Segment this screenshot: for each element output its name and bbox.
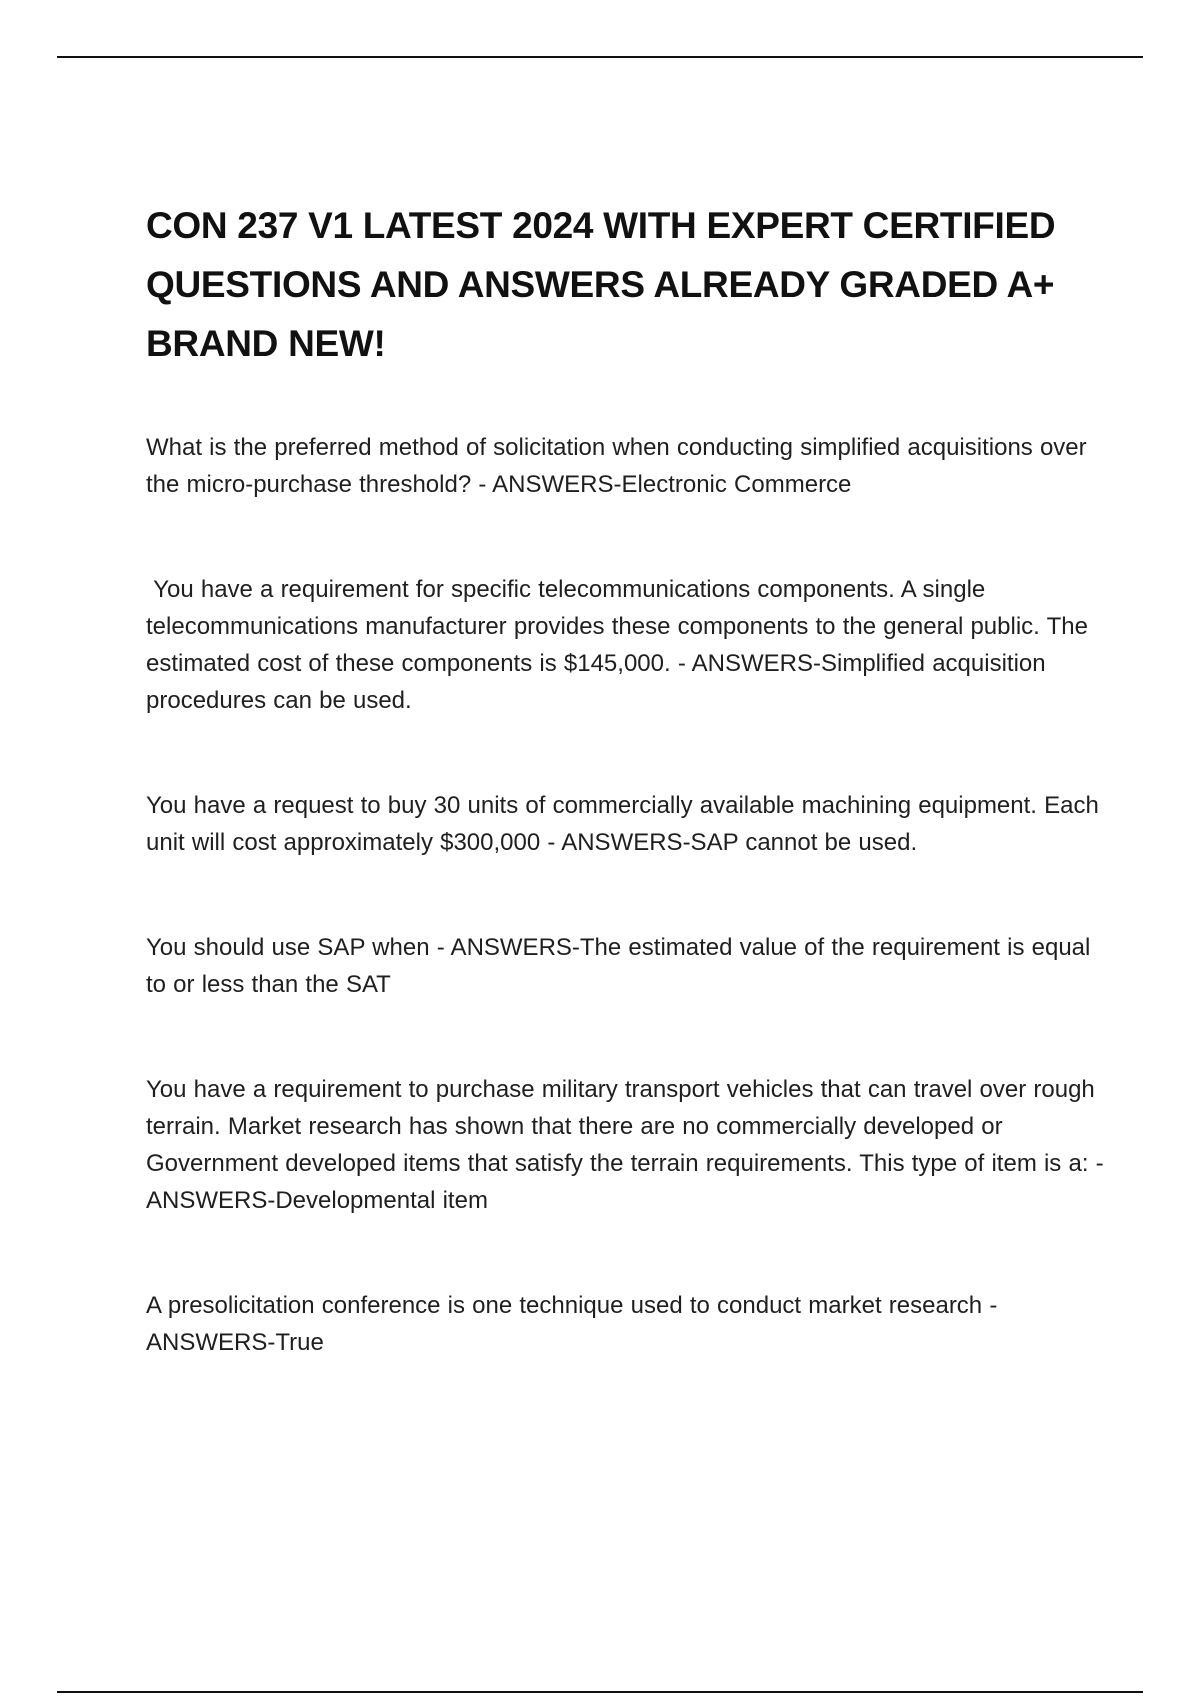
- qa-text: You have a requirement to purchase military transport vehicles that can travel over rough terrain. Market research has shown that there are no commercially developed or Government developed items that satisfy the terrain requirements. This type of item is a: - ANSWERS-Developmental item: [146, 1076, 1104, 1214]
- qa-text: You have a requirement for specific telecommunications components. A single telecommunications manufacturer provides these components to the general public. The estimated cost of these components is $145,000. - ANSWERS-Simplified acquisition procedures can be used.: [146, 576, 1096, 714]
- qa-text: A presolicitation conference is one technique used to conduct market research - ANSWERS-True: [146, 1292, 998, 1356]
- qa-item-2: [146, 571, 1106, 719]
- qa-item-4: [146, 929, 1106, 1003]
- qa-list: [146, 429, 1106, 1361]
- qa-item-6: [146, 1287, 1106, 1361]
- qa-text: What is the preferred method of solicitation when conducting simplified acquisitions over the micro-purchase threshold? - ANSWERS-Electronic Commerce: [146, 434, 1087, 498]
- qa-item-1: [146, 429, 1106, 503]
- qa-item-5: [146, 1071, 1106, 1219]
- document-body: [146, 196, 1106, 1429]
- qa-text: You should use SAP when - ANSWERS-The estimated value of the requirement is equal to or less than the SAT: [146, 934, 1091, 998]
- document-title: CON 237 V1 LATEST 2024 WITH EXPERT CERTIFIED QUESTIONS AND ANSWERS ALREADY GRADED A+ BRAND NEW!: [146, 205, 1056, 364]
- footer-rule: [57, 1691, 1143, 1693]
- qa-item-3: [146, 787, 1106, 861]
- qa-text: You have a request to buy 30 units of commercially available machining equipment. Each unit will cost approximately $300,000 - ANSWERS-SAP cannot be used.: [146, 792, 1099, 856]
- header-rule: [57, 56, 1143, 58]
